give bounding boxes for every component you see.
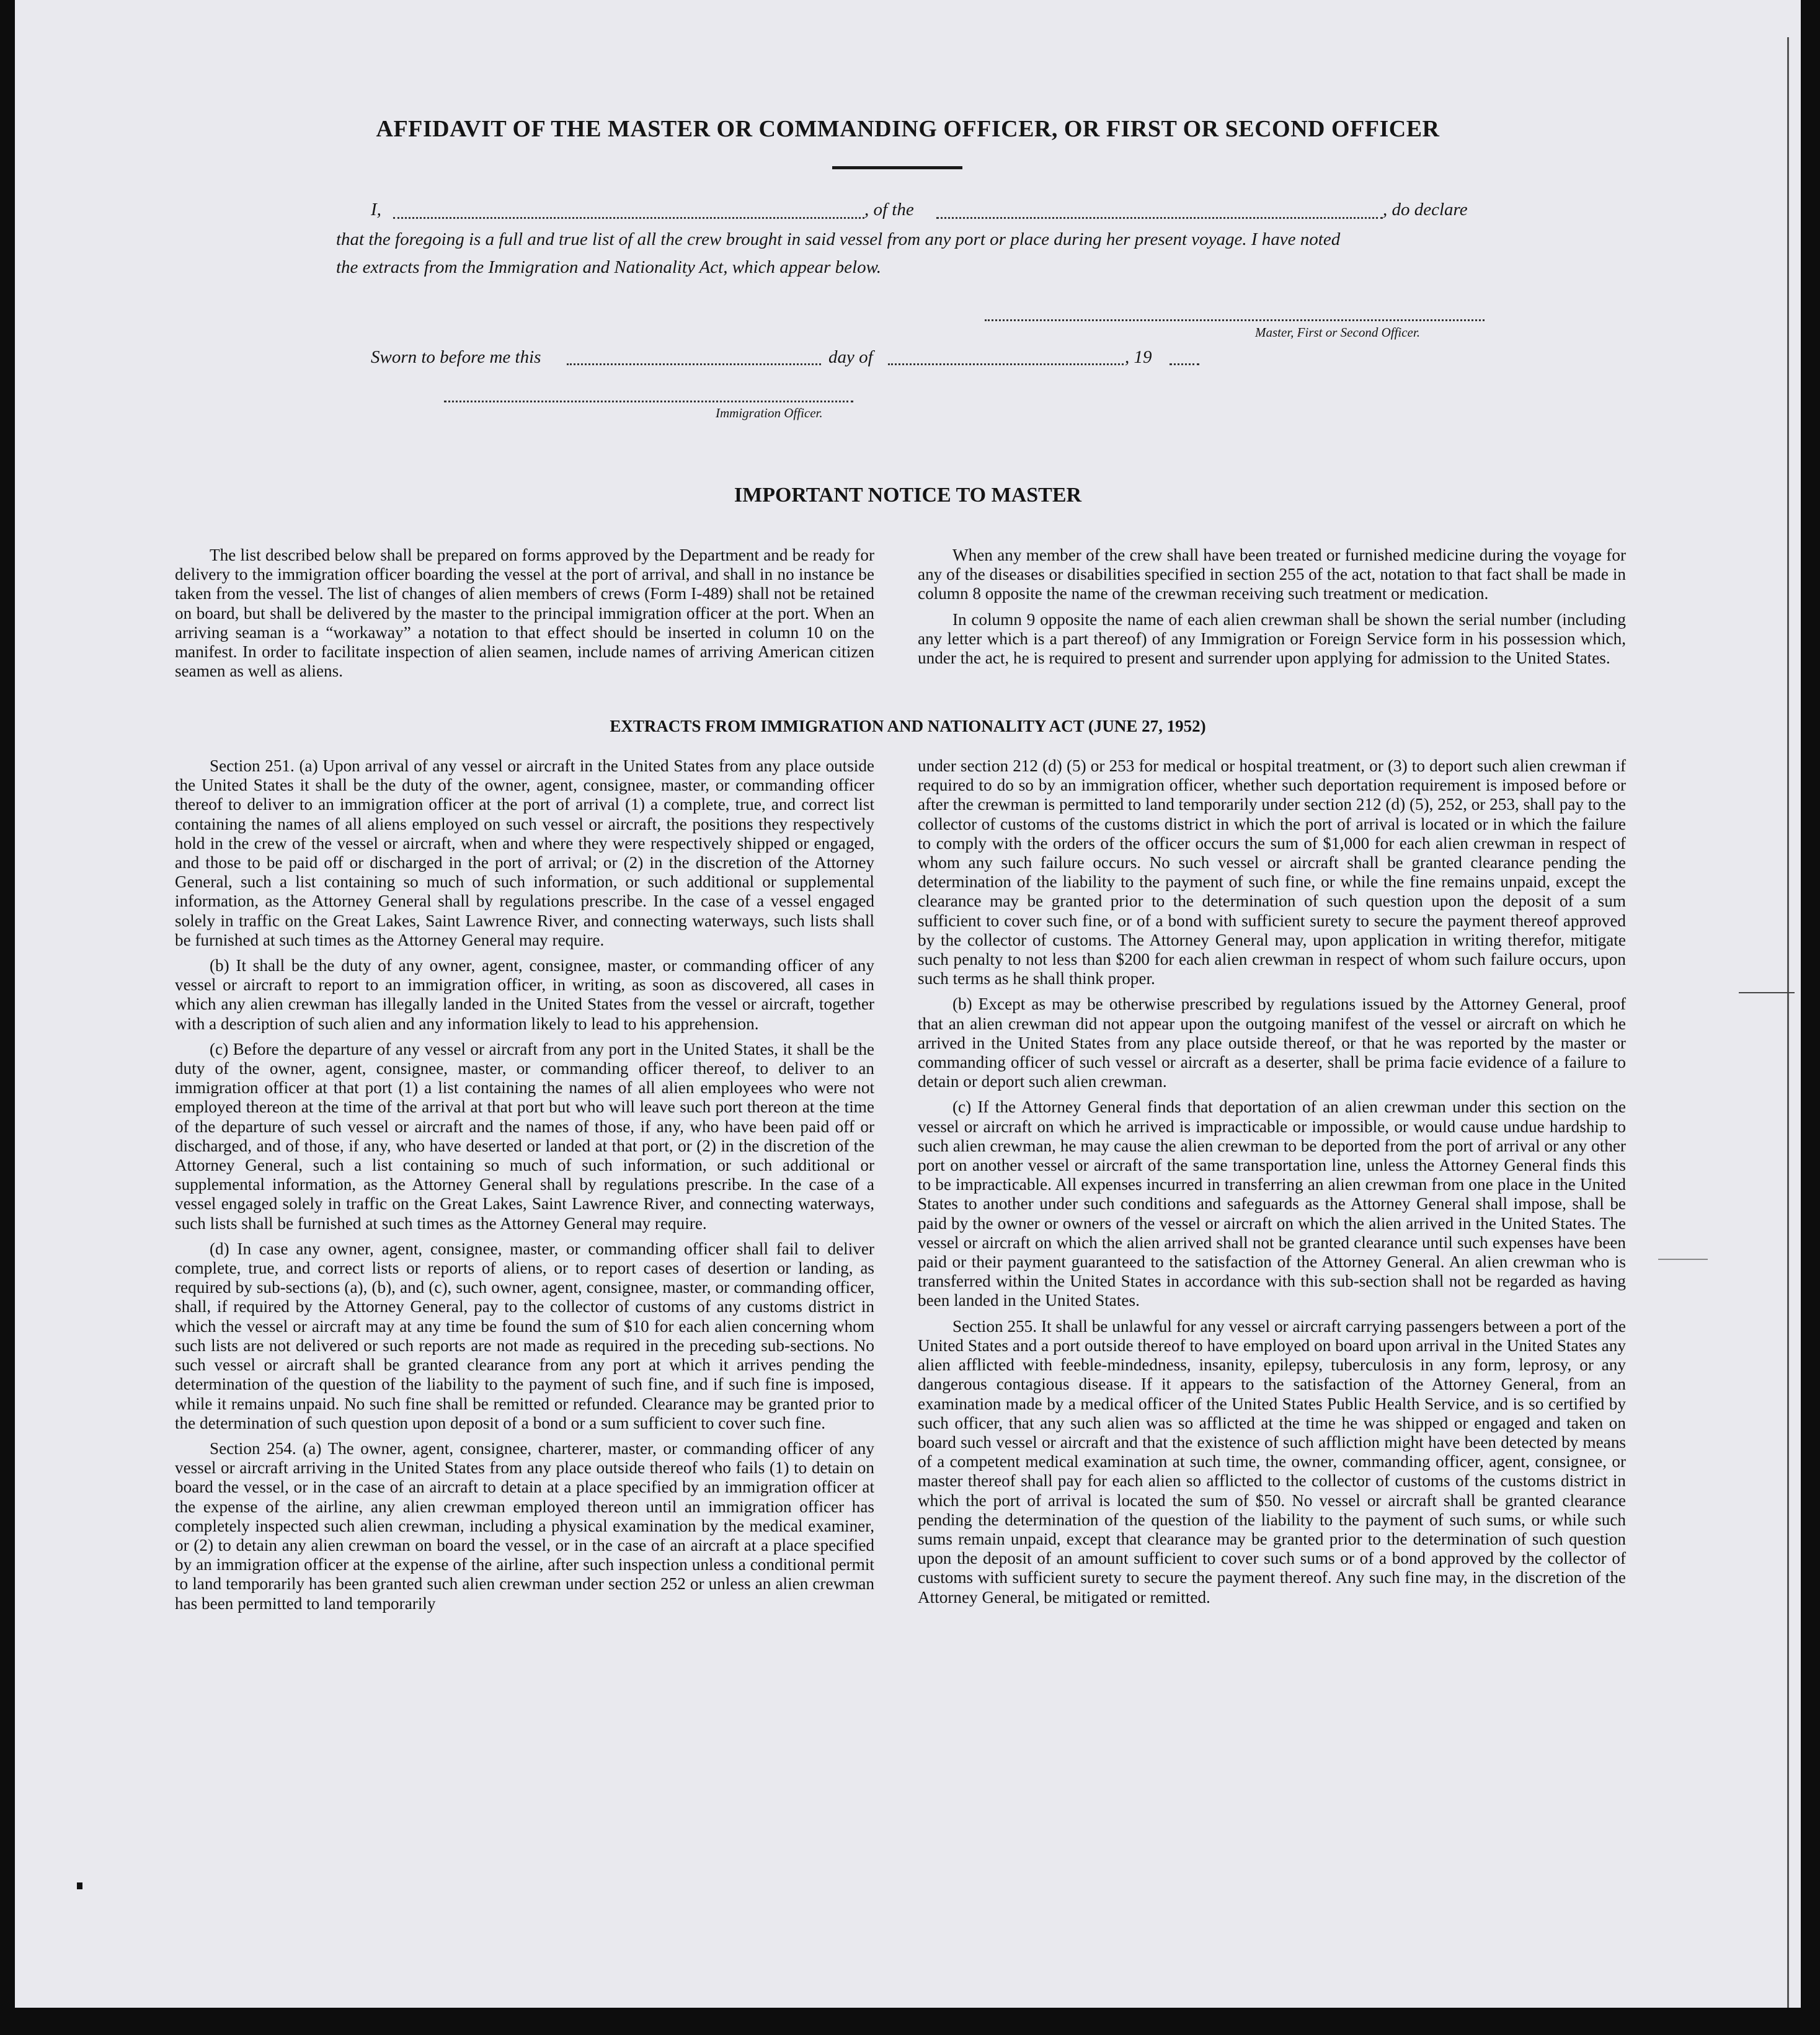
scan-speck xyxy=(1739,992,1795,993)
title-rule xyxy=(832,166,962,169)
section-251-c: (c) Before the departure of any vessel or aircraft from any port in the United States, it shall be the duty of the owner, agent, consignee, master, or commanding officer thereof, to deliver to an immigration officer at that port (1) a list containing the names of all alien employees who were not employed thereon at the time of the arrival at that port but who will leave such port thereon at the time of the departure of such vessel or aircraft and the names of those, if any, who have been paid off or discharged, and of those, if any, who have deserted or landed at that port, or (2) in the discretion of the Attorney General, such a list containing so much of such information, or such additional or supplemental information, as the Attorney General shall by regulations prescribe. In the case of a vessel engaged solely in traffic on the Great Lakes, Saint Lawrence River, and connecting waterways, such lists shall be furnished at such times as the Attorney General may require. xyxy=(175,1039,874,1233)
affidavit-i: I, xyxy=(371,200,381,219)
section-251-b: (b) It shall be the duty of any owner, agent, consignee, master, or commanding officer of any vessel or aircraft to report to an immigration officer, in writing, as soon as discovered, all cases in which any alien crewman has illegally landed in the United States from the vessel or aircraft, together with a description of such alien and any information likely to lead to his apprehension. xyxy=(175,956,874,1033)
section-254-b: (b) Except as may be otherwise prescribed by regulations issued by the Attorney General, proof that an alien crewman did not appear upon the outgoing manifest of the vessel or aircraft on which he arrived in the United States from any place outside thereof, or that he was reported by the master or commanding officer of such vessel or aircraft as a deserter, shall be prima facie evidence of a failure to detain or deport such alien crewman. xyxy=(918,995,1626,1091)
master-signature-label: Master, First or Second Officer. xyxy=(1255,325,1420,340)
affidavit-of-the: , of the xyxy=(864,200,914,219)
section-251-a: Section 251. (a) Upon arrival of any vessel or aircraft in the United States from any place outside the United States it shall be the duty of the owner, agent, consignee, master, or commanding officer thereof to deliver to an immigration officer at the port of arrival (1) a complete, true, and correct list containing the names of all aliens employed on such vessel or aircraft, the positions they respectively hold in the crew of the vessel or aircraft, when and where they were respectively shipped or engaged, and those to be paid off or discharged in the port of arrival; or (2) in the discretion of the Attorney General, such a list containing so much of such information, or such additional or supplemental information, as the Attorney General shall by regulations prescribe. In the case of a vessel engaged solely in traffic on the Great Lakes, Saint Lawrence River, and connecting waterways, such lists shall be furnished at such times as the Attorney General may require. xyxy=(175,756,874,949)
officer-signature-field[interactable] xyxy=(444,401,853,402)
section-254-a-continued: under section 212 (d) (5) or 253 for medical or hospital treatment, or (3) to deport such alien crewman if required to do so by an immigration officer, whether such deportation requirement is imposed before or after the crewman is permitted to land temporarily under section 212 (d) (5), 252, or 253, shall pay to the collector of customs of the customs district in which the port of arrival is located or in which the failure to comply with the orders of the officer occurs the sum of $1,000 for each alien crewman in respect of whom any such failure occurs. No such vessel or aircraft shall be granted clearance pending the determination of the liability to the payment of such fine, or while the fine remains unpaid, except the clearance may be granted prior to the determination of such question upon the deposit of a sum sufficient to cover such fine, or of a bond with sufficient surety to secure the payment thereof approved by the collector of customs. The Attorney General may, upon application in writing therefor, mitigate such penalty to not less than $200 for each alien crewman in respect of whom such failure occurs, upon such terms as he shall think proper. xyxy=(918,756,1626,988)
extracts-title: EXTRACTS FROM IMMIGRATION AND NATIONALITY ACT (JUNE 27, 1952) xyxy=(610,717,1206,735)
sworn-year-field[interactable] xyxy=(1170,363,1199,365)
notice-right-paragraph-1: When any member of the crew shall have been treated or furnished medicine during the voyage for any of the diseases or disabilities specified in section 255 of the act, notation to that fact shall be made in column 8 opposite the name of the crewman receiving such treatment or medication. xyxy=(918,546,1626,603)
document-sheet xyxy=(15,0,1801,2008)
extracts-right-column xyxy=(918,756,1626,1613)
vessel-name-field[interactable] xyxy=(936,217,1383,219)
notice-right-paragraph-2: In column 9 opposite the name of each alien crewman shall be shown the serial number (including any letter which is a part thereof) of any Immigration or Foreign Service form in his possession which, under the act, he is required to present and surrender upon applying for admission to the United States. xyxy=(918,610,1626,668)
section-254-c: (c) If the Attorney General finds that deportation of an alien crewman under this section on the vessel or aircraft on which he arrived is impracticable or impossible, or would cause undue hardship to such alien crewman, he may cause the alien crewman to be deported from the port of arrival or any other port on another vessel or aircraft of the same transportation line, unless the Attorney General finds this to be impracticable. All expenses incurred in transferring an alien crewman from one place in the United States to another under such conditions and safeguards as the Attorney General shall impose, shall be paid by the owner or owners of the vessel or aircraft on which the alien arrived in the United States. The vessel or aircraft on which the alien arrived shall not be granted clearance until such expenses have been paid or their payment guaranteed to the satisfaction of the Attorney General. An alien crewman who is transferred within the United States in accordance with this sub-section shall not be regarded as having been landed in the United States. xyxy=(918,1097,1626,1310)
affidavit-declare: , do declare xyxy=(1383,200,1468,219)
sworn-date-field[interactable] xyxy=(567,363,821,365)
scan-speck xyxy=(1658,1259,1708,1260)
officer-signature-label: Immigration Officer. xyxy=(716,406,823,420)
sworn-label: Sworn to before me this xyxy=(371,347,541,367)
sworn-year-label: , 19 xyxy=(1125,347,1152,367)
master-signature-field[interactable] xyxy=(985,319,1485,321)
scan-speck xyxy=(77,1882,82,1889)
scan-edge-line xyxy=(1787,37,1789,2008)
notice-left-column xyxy=(175,546,874,687)
notice-title: IMPORTANT NOTICE TO MASTER xyxy=(734,484,1082,507)
notice-right-column xyxy=(918,546,1626,674)
section-251-d: (d) In case any owner, agent, consignee, master, or commanding officer shall fail to deliver complete, true, and correct lists or reports of aliens, or to report cases of desertion or landing, as required by sub-sections (a), (b), and (c), such owner, agent, consignee, master, or commanding officer, shall, if required by the Attorney General, pay to the collector of customs of any customs district in which the vessel or aircraft may at any time be found the sum of $10 for each alien concerning whom such lists are not delivered or such reports are not made as required in the preceding sub-sections. No such vessel or aircraft shall be granted clearance from any port at which it arrives pending the determination of the question of the liability to the payment of such fine, and if such fine is imposed, while it remains unpaid. No such fine shall be remitted or refunded. Clearance may be granted prior to the determination of such question upon deposit of a bond or a sum sufficient to cover such fine. xyxy=(175,1239,874,1432)
declarant-name-field[interactable] xyxy=(393,217,864,219)
section-255: Section 255. It shall be unlawful for any vessel or aircraft carrying passengers between a port of the United States and a port outside thereof to have employed on board upon arrival in the United States any alien afflicted with feeble-mindedness, insanity, epilepsy, tuberculosis in any form, leprosy, or any dangerous contagious disease. If it appears to the satisfaction of the Attorney General, from an examination made by a medical officer of the United States Public Health Service, and is so certified by such officer, that any such alien was so afflicted at the time he was shipped or engaged and taken on board such vessel or aircraft and that the existence of such affliction might have been detected by means of a competent medical examination at such time, the owner, commanding officer, agent, consignee, or master thereof shall pay for each alien so afflicted to the collector of customs of the customs district in which the port of arrival is located the sum of $50. No vessel or aircraft shall be granted clearance pending the determination of the question of the liability to the payment of such sums, or while such sums remain unpaid, except that clearance may be granted prior to the determination of such question upon the deposit of an amount sufficient to cover such sums or of a bond approved by the collector of customs with sufficient surety to secure the payment thereof. Any such fine may, in the discretion of the Attorney General, be mitigated or remitted. xyxy=(918,1316,1626,1607)
sworn-day-of: day of xyxy=(828,347,873,367)
affidavit-line2: that the foregoing is a full and true list of all the crew brought in said vessel from any port or place during her present voyage. I have noted xyxy=(336,229,1341,249)
extracts-left-column xyxy=(175,756,874,1620)
affidavit-line3: the extracts from the Immigration and Nationality Act, which appear below. xyxy=(336,257,882,277)
section-254-a: Section 254. (a) The owner, agent, consignee, charterer, master, or commanding officer of any vessel or aircraft arriving in the United States from any place outside thereof who fails (1) to detain on board the vessel, or in the case of an aircraft to detain at a place specified by an immigration officer at the expense of the airline, any alien crewman employed thereon until an immigration officer has completely inspected such alien crewman, including a physical examination by the medical examiner, or (2) to detain any alien crewman on board the vessel, or in the case of an aircraft at a place specified by an immigration officer at the expense of the airline, after such inspection unless a conditional permit to land temporarily has been granted such alien crewman under section 252 or unless an alien crewman has been permitted to land temporarily xyxy=(175,1439,874,1613)
affidavit-title: AFFIDAVIT OF THE MASTER OR COMMANDING OFFICER, OR FIRST OR SECOND OFFICER xyxy=(376,116,1440,142)
notice-left-paragraph: The list described below shall be prepared on forms approved by the Department and be ready for delivery to the immigration officer boarding the vessel at the port of arrival, and shall in no instance be taken from the vessel. The list of changes of alien members of crews (Form I-489) shall not be retained on board, but shall be delivered by the master to the principal immigration officer at the port. When an arriving seaman is a “workaway” a notation to that effect should be inserted in column 10 on the manifest. In order to facilitate inspection of alien seamen, include names of arriving American citizen seamen as well as aliens. xyxy=(175,546,874,681)
sworn-month-field[interactable] xyxy=(888,363,1124,365)
